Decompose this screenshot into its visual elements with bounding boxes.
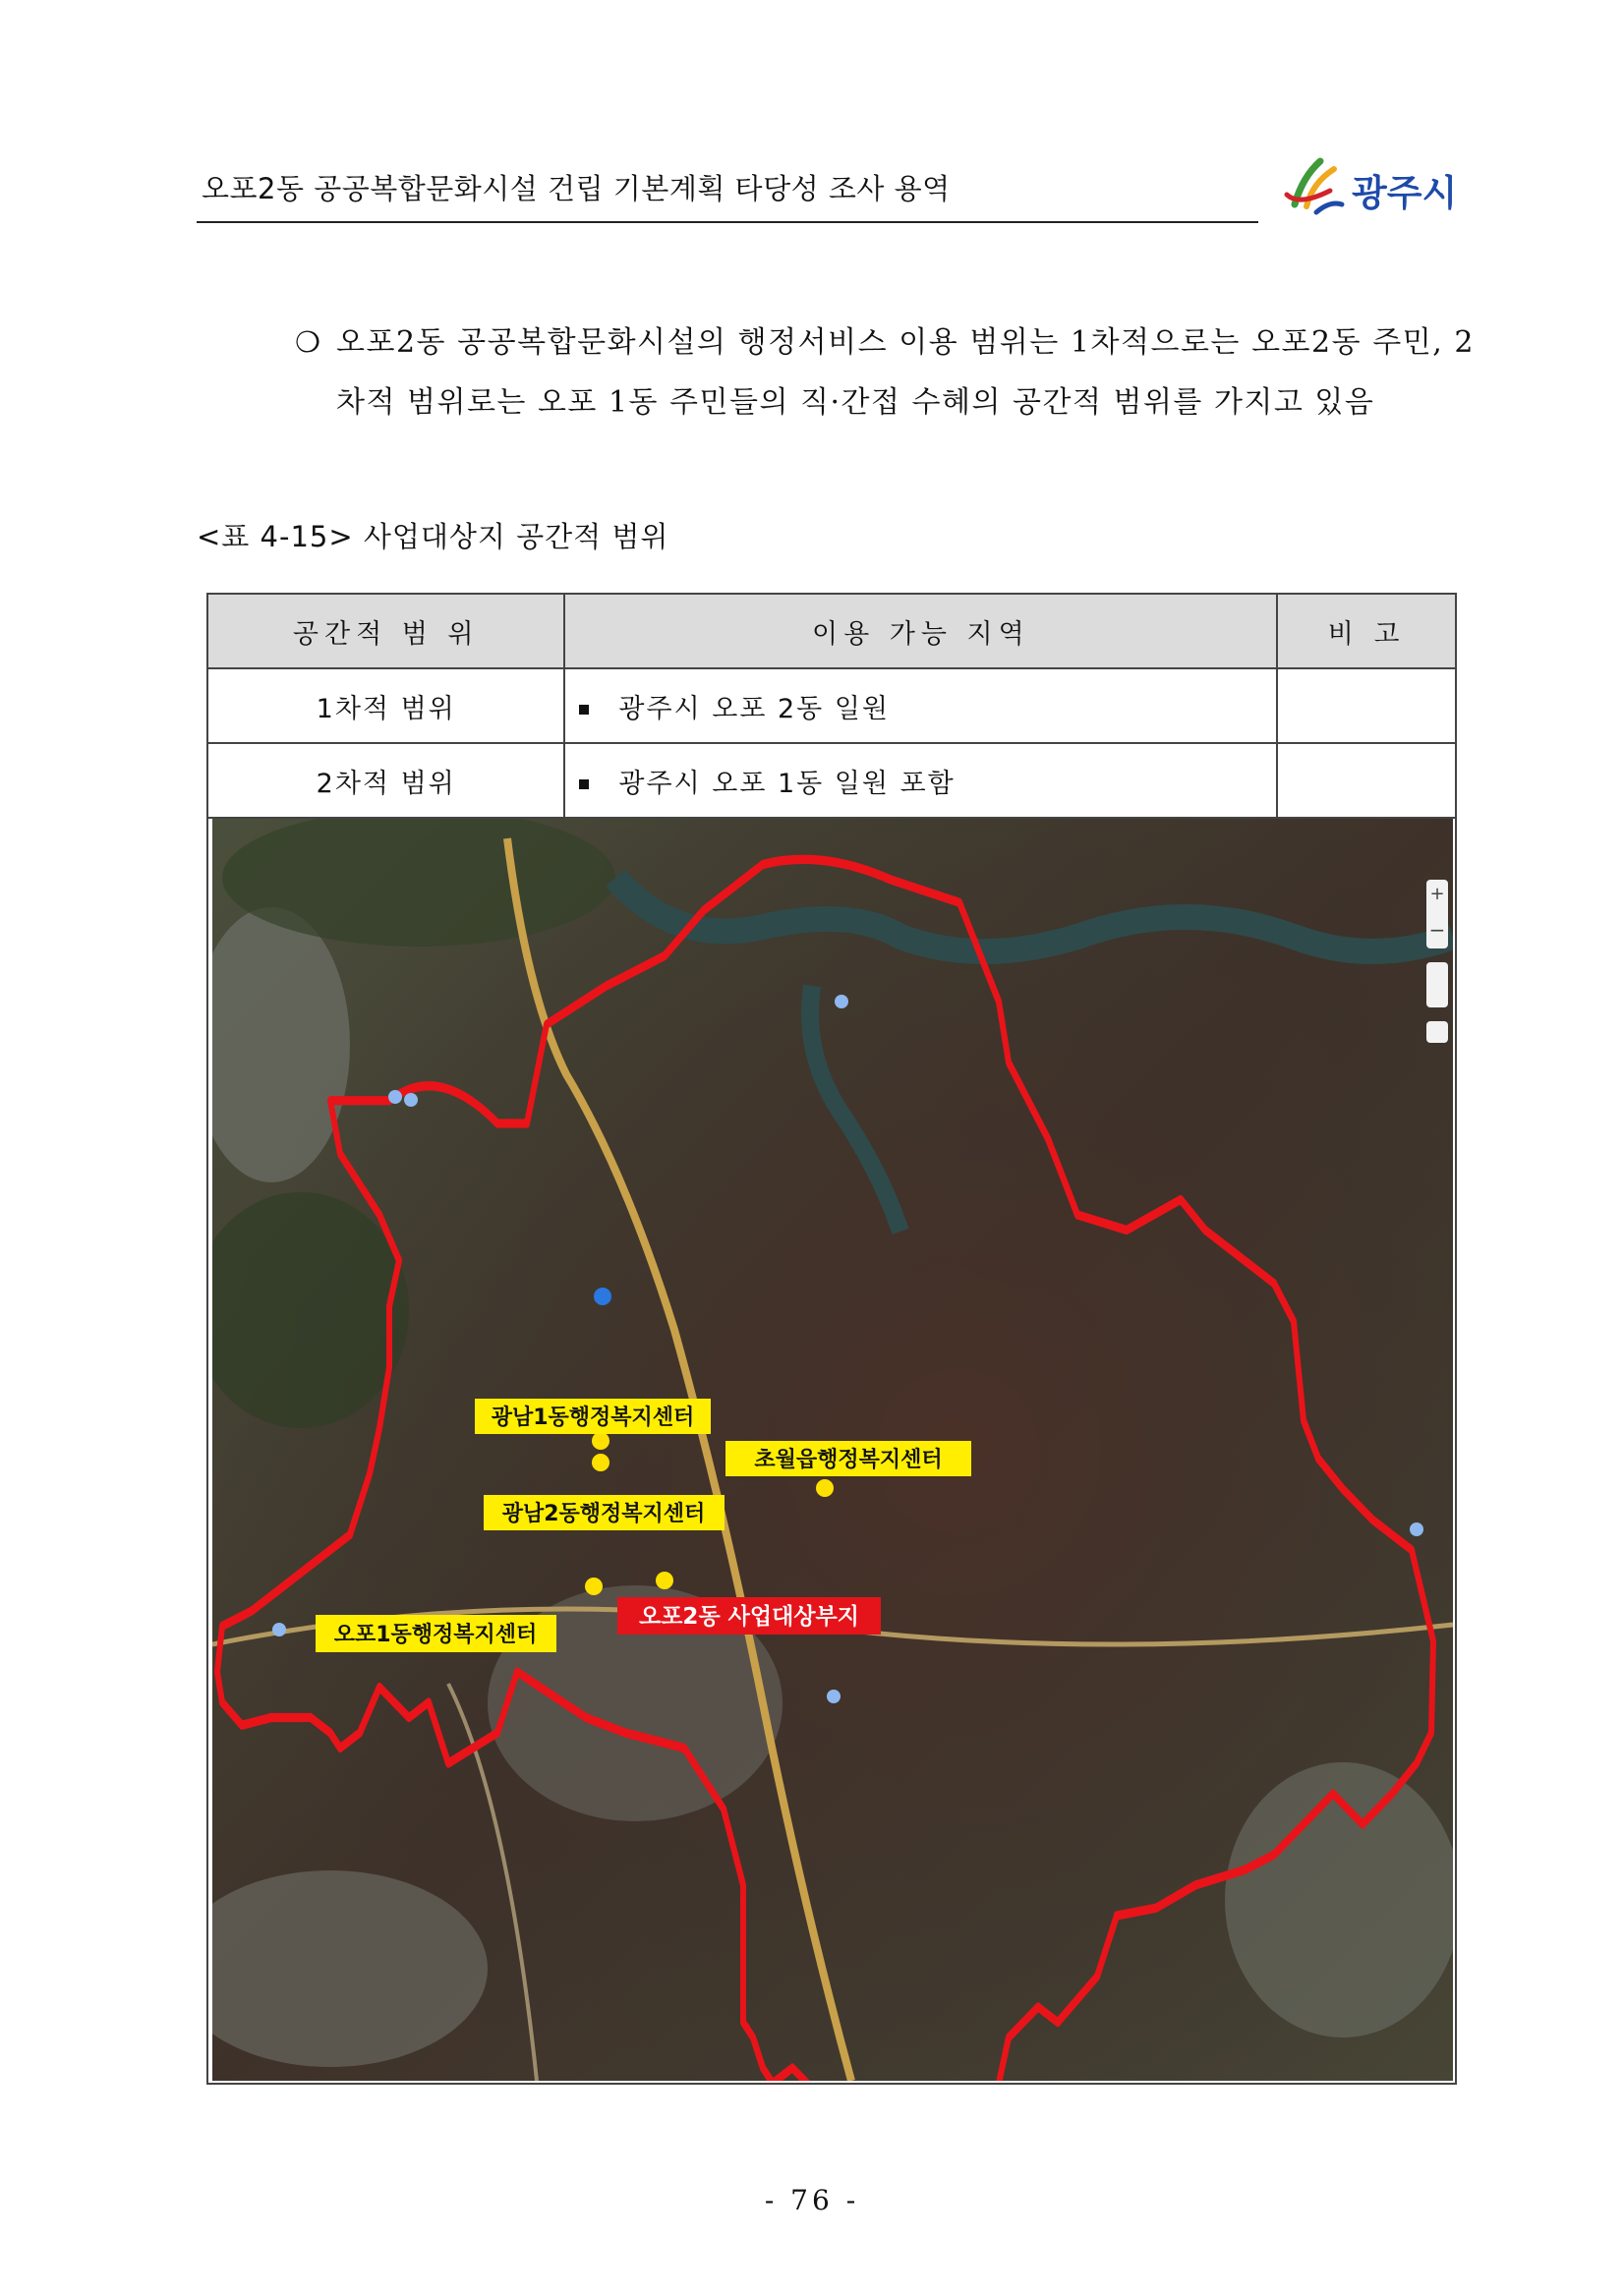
table-cell-scope: 2차적 범위 [207, 743, 564, 818]
map-frame [206, 815, 1457, 2085]
column-header-scope: 공간적 범 위 [207, 594, 564, 668]
location-pin-icon [404, 1093, 418, 1107]
location-pin-icon [1410, 1522, 1423, 1536]
column-header-area: 이용 가능 지역 [564, 594, 1277, 668]
zoom-in-icon[interactable]: + [1429, 884, 1445, 904]
office-pin-icon [816, 1479, 834, 1497]
area-text: 광주시 오포 2동 일원 [618, 693, 891, 724]
office-pin-icon [592, 1454, 609, 1471]
label-chowol: 초월읍행정복지센터 [754, 1448, 943, 1472]
spatial-scope-table [206, 593, 1457, 819]
table-cell-area [564, 743, 1277, 818]
table-cell-area [564, 668, 1277, 743]
location-pin-icon [827, 1690, 841, 1703]
location-pin-icon [835, 995, 848, 1008]
table-header-row [207, 594, 1456, 668]
zoom-out-icon[interactable]: − [1428, 918, 1446, 942]
paragraph-text: 오포2동 공공복합문화시설의 행정서비스 이용 범위는 1차적으로는 오포2동 주민, 2차적 범위로는 오포 1동 주민들의 직·간접 수혜의 공간적 범위를 가지고 있음 [336, 325, 1475, 420]
table-row [207, 668, 1456, 743]
office-pin-icon [592, 1432, 609, 1450]
city-logo-text: 광주시 [1352, 172, 1458, 214]
table-row [207, 743, 1456, 818]
office-pin-icon [585, 1578, 603, 1595]
table-cell-scope: 1차적 범위 [207, 668, 564, 743]
locate-control[interactable] [1426, 1021, 1448, 1043]
bullet-icon: ❍ [295, 325, 320, 359]
header-divider [197, 221, 1258, 223]
table-caption: <표 4-15> 사업대상지 공간적 범위 [197, 520, 669, 553]
area-text: 광주시 오포 1동 일원 포함 [618, 768, 956, 799]
label-gwangnam1: 광남1동행정복지센터 [491, 1406, 695, 1430]
square-bullet-icon [579, 779, 589, 789]
layer-control[interactable] [1426, 962, 1448, 1007]
table-cell-note [1277, 743, 1456, 818]
site-pin-icon [656, 1572, 673, 1589]
satellite-map [212, 819, 1453, 2081]
bullet-paragraph [295, 313, 1475, 432]
label-opo2-site: 오포2동 사업대상부지 [639, 1604, 859, 1630]
square-bullet-icon [579, 705, 589, 715]
label-gwangnam2: 광남2동행정복지센터 [501, 1502, 706, 1526]
column-header-note: 비 고 [1277, 594, 1456, 668]
location-pin-icon [272, 1623, 286, 1636]
label-opo1: 오포1동행정복지센터 [333, 1623, 538, 1647]
page-number: - 76 - [764, 2184, 860, 2216]
location-pin-icon [388, 1090, 402, 1104]
table-cell-note [1277, 668, 1456, 743]
document-title: 오포2동 공공복합문화시설 건립 기본계획 타당성 조사 용역 [202, 172, 951, 205]
location-pin-icon [594, 1288, 611, 1305]
